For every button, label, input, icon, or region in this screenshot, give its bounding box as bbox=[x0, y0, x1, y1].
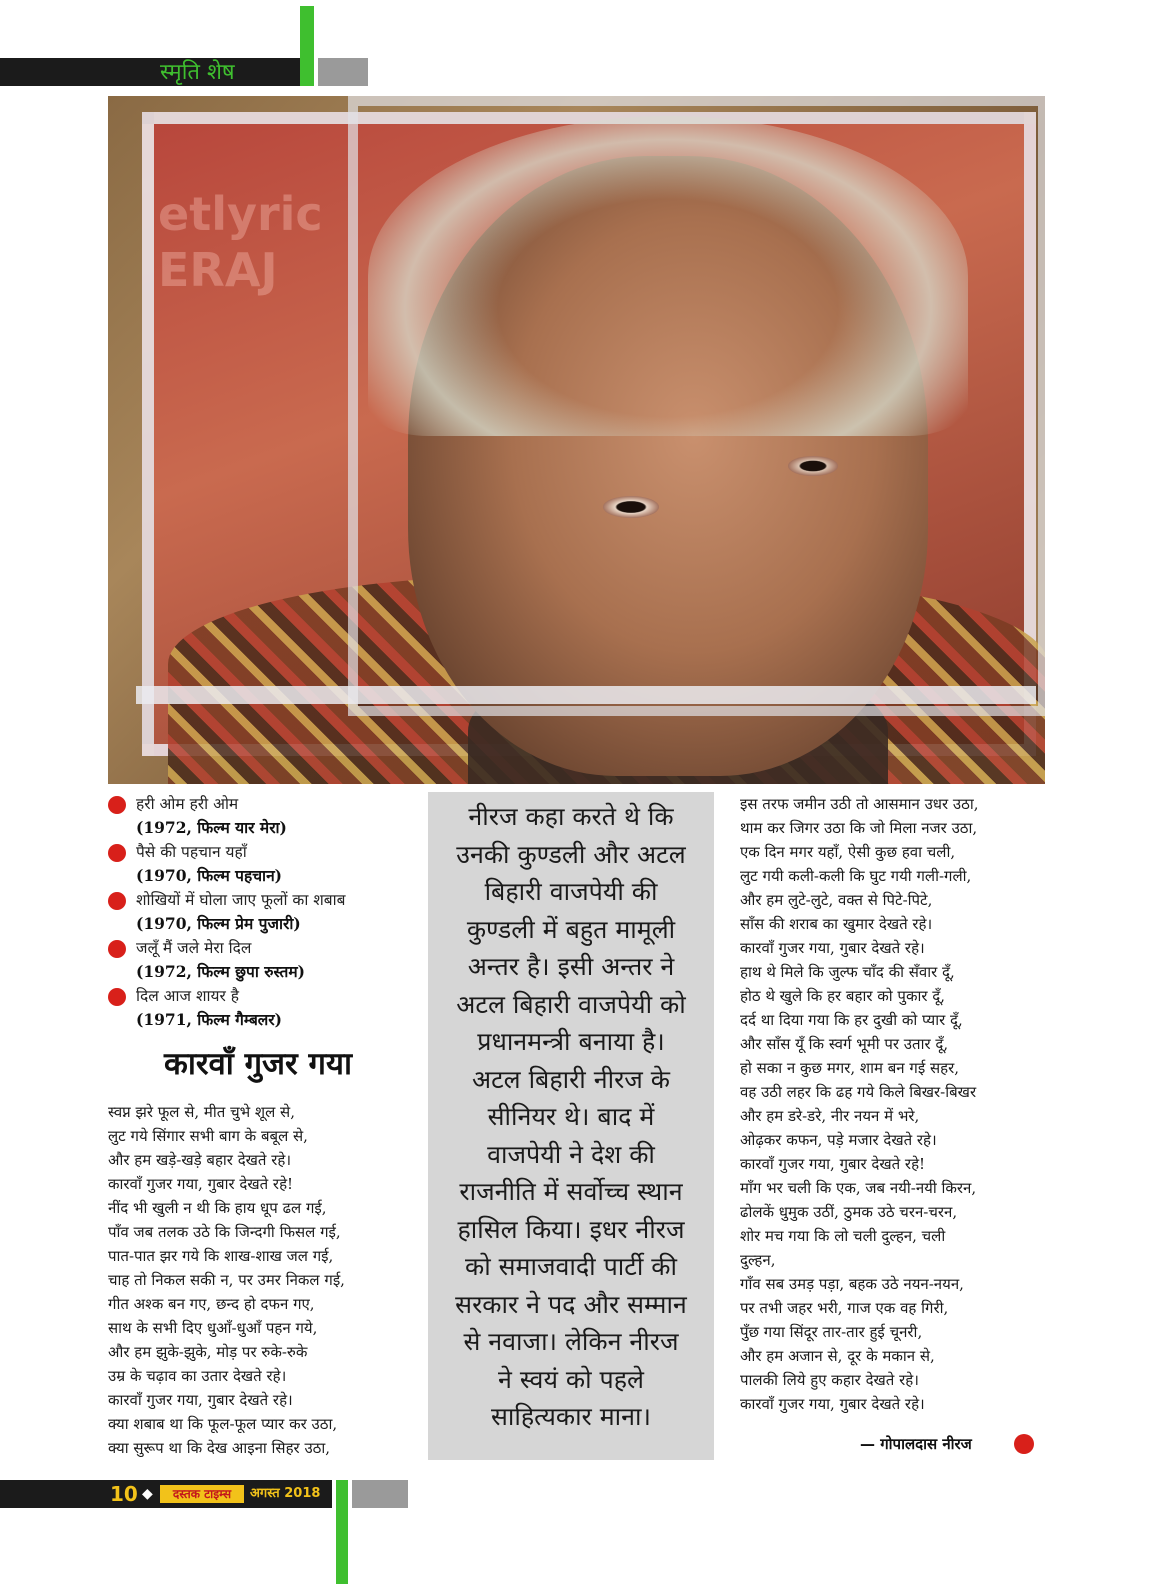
poem-line: और हम खड़े-खड़े बहार देखते रहे। bbox=[108, 1151, 292, 1169]
bullet-dot-icon bbox=[108, 988, 126, 1006]
poem-line: कारवाँ गुजर गया, गुबार देखते रहे। bbox=[740, 939, 925, 957]
poem-line: और हम झुके-झुके, मोड़ पर रुके-रुके bbox=[108, 1343, 308, 1361]
poem-line: गाँव सब उमड़ पड़ा, बहक उठे नयन-नयन, bbox=[740, 1275, 964, 1293]
bullet-dot-icon bbox=[108, 796, 126, 814]
song-title: जलूँ मैं जले मेरा दिल bbox=[136, 939, 252, 957]
song-title: शोखियों में घोला जाए फूलों का शबाब bbox=[136, 891, 346, 909]
quote-line: अन्तर है। इसी अन्तर ने bbox=[467, 952, 675, 981]
quote-line: वाजपेयी ने देश की bbox=[487, 1139, 655, 1169]
poem-line: पुँछ गया सिंदूर तार-तार हुई चूनरी, bbox=[740, 1323, 923, 1341]
poem-line: थाम कर जिगर उठा कि जो मिला नजर उठा, bbox=[740, 819, 978, 837]
poem-right-column bbox=[740, 792, 1040, 1416]
song-item bbox=[108, 792, 398, 840]
quote-line: अटल बिहारी नीरज के bbox=[471, 1064, 671, 1094]
song-item bbox=[108, 936, 398, 984]
author-dot-icon bbox=[1014, 1434, 1034, 1454]
poem-line: हाथ थे मिले कि जुल्फ चाँद की सँवार दूँ, bbox=[740, 963, 955, 981]
song-title: पैसे की पहचान यहाँ bbox=[136, 843, 247, 861]
photo-background-text bbox=[158, 186, 323, 298]
poem-line: ओढ़कर कफन, पड़े मजार देखते रहे। bbox=[740, 1131, 937, 1149]
poem-line: शोर मच गया कि लो चली दुल्हन, चली bbox=[740, 1227, 946, 1245]
quote-line: कुण्डली में बहुत मामूली bbox=[466, 914, 676, 944]
pull-quote-text bbox=[436, 798, 706, 1436]
quote-line: हासिल किया। इधर नीरज bbox=[457, 1214, 685, 1244]
footer-diamond-icon: ◆ bbox=[142, 1486, 153, 1502]
issue-date: अगस्त 2018 bbox=[250, 1486, 321, 1501]
footer-grey-block bbox=[352, 1480, 408, 1508]
quote-line: राजनीति में सर्वोच्च स्थान bbox=[459, 1177, 683, 1206]
quote-line: नीरज कहा करते थे कि bbox=[468, 802, 674, 831]
poem-line: उम्र के चढ़ाव का उतार देखते रहे। bbox=[108, 1367, 287, 1385]
poem-line: माँग भर चली कि एक, जब नयी-नयी किरन, bbox=[740, 1179, 977, 1197]
song-item bbox=[108, 840, 398, 888]
poem-title: कारवाँ गुजर गया bbox=[164, 1046, 352, 1082]
quote-line: को समाजवादी पार्टी की bbox=[465, 1252, 677, 1281]
poem-line: पात-पात झर गये कि शाख-शाख जल गई, bbox=[108, 1247, 334, 1265]
quote-line: साहित्यकार माना। bbox=[491, 1402, 651, 1431]
poem-line: और हम लुटे-लुटे, वक्त से पिटे-पिटे, bbox=[740, 891, 933, 909]
header-green-accent bbox=[300, 6, 314, 86]
header-grey-block bbox=[318, 58, 368, 86]
song-meta: (1970, फिल्म प्रेम पुजारी) bbox=[136, 914, 301, 933]
poet-portrait-photo bbox=[108, 96, 1045, 784]
section-label: स्मृति शेष bbox=[160, 60, 235, 85]
bullet-dot-icon bbox=[108, 892, 126, 910]
bullet-dot-icon bbox=[108, 940, 126, 958]
poem-line: चाह तो निकल सकी न, पर उमर निकल गई, bbox=[108, 1271, 345, 1289]
song-title: हरी ओम हरी ओम bbox=[136, 795, 239, 813]
poem-line: और हम अजान से, दूर के मकान से, bbox=[740, 1347, 935, 1365]
poem-line: क्या सुरूप था कि देख आइना सिहर उठा, bbox=[108, 1439, 331, 1457]
poem-line: वह उठी लहर कि ढह गये किले बिखर-बिखर bbox=[740, 1083, 977, 1101]
poem-line: और साँस यूँ कि स्वर्ग भूमी पर उतार दूँ, bbox=[740, 1035, 949, 1053]
footer-green-accent bbox=[336, 1480, 348, 1584]
poem-line: हो सका न कुछ मगर, शाम बन गई सहर, bbox=[740, 1059, 959, 1077]
quote-line: बिहारी वाजपेयी की bbox=[484, 877, 658, 906]
poem-line: दुल्हन, bbox=[740, 1251, 776, 1269]
poem-line: कारवाँ गुजर गया, गुबार देखते रहे! bbox=[740, 1155, 926, 1173]
quote-line: सरकार ने पद और सम्मान bbox=[455, 1289, 687, 1319]
song-title: दिल आज शायर है bbox=[136, 987, 239, 1005]
magazine-logo: दस्तक टाइम्स bbox=[160, 1485, 244, 1503]
poem-line: होठ थे खुले कि हर बहार को पुकार दूँ, bbox=[740, 987, 945, 1005]
header-bar bbox=[0, 58, 300, 86]
photo-bg-text-line-2: ERAJ bbox=[158, 243, 278, 297]
page-number: 10 bbox=[110, 1482, 138, 1506]
pull-quote-box bbox=[428, 792, 714, 1460]
quote-line: अटल बिहारी वाजपेयी को bbox=[456, 989, 686, 1019]
poem-line: कारवाँ गुजर गया, गुबार देखते रहे। bbox=[740, 1395, 925, 1413]
song-meta: (1972, फिल्म छुपा रुस्तम) bbox=[136, 962, 305, 981]
poem-line: एक दिन मगर यहाँ, ऐसी कुछ हवा चली, bbox=[740, 843, 956, 861]
poem-line: नींद भी खुली न थी कि हाय धूप ढल गई, bbox=[108, 1199, 327, 1217]
poem-line: क्या शबाब था कि फूल-फूल प्यार कर उठा, bbox=[108, 1415, 338, 1433]
photo-frame-bottom-edge bbox=[136, 686, 1036, 704]
poem-line: पालकी लिये हुए कहार देखते रहे। bbox=[740, 1371, 919, 1389]
poem-line: पाँव जब तलक उठे कि जिन्दगी फिसल गई, bbox=[108, 1223, 341, 1241]
song-meta: (1971, फिल्म गैम्बलर) bbox=[136, 1010, 282, 1029]
songs-list bbox=[108, 792, 398, 1032]
poem-line: साथ के सभी दिए धुआँ-धुआँ पहन गये, bbox=[108, 1319, 318, 1337]
photo-bg-text-line-1: etlyric bbox=[158, 187, 323, 241]
quote-line: सीनियर थे। बाद में bbox=[487, 1102, 655, 1131]
bullet-dot-icon bbox=[108, 844, 126, 862]
photo-frame-front bbox=[348, 96, 1045, 716]
poem-line: गीत अश्क बन गए, छन्द हो दफन गए, bbox=[108, 1295, 315, 1313]
poem-line: पर तभी जहर भरी, गाज एक वह गिरी, bbox=[740, 1299, 949, 1317]
poem-line: कारवाँ गुजर गया, गुबार देखते रहे! bbox=[108, 1175, 294, 1193]
poem-line: कारवाँ गुजर गया, गुबार देखते रहे। bbox=[108, 1391, 293, 1409]
song-item bbox=[108, 888, 398, 936]
poem-line: लुट गये सिंगार सभी बाग के बबूल से, bbox=[108, 1127, 308, 1145]
quote-line: प्रधानमन्त्री बनाया है। bbox=[477, 1027, 665, 1056]
poem-line: ढोलकें धुमुक उठीं, ठुमक उठे चरन-चरन, bbox=[740, 1203, 958, 1221]
poem-line: दर्द था दिया गया कि हर दुखी को प्यार दूँ, bbox=[740, 1011, 963, 1029]
poem-left-column bbox=[108, 1100, 408, 1460]
song-meta: (1970, फिल्म पहचान) bbox=[136, 866, 283, 885]
song-meta: (1972, फिल्म यार मेरा) bbox=[136, 818, 287, 837]
quote-line: से नवाजा। लेकिन नीरज bbox=[463, 1327, 679, 1356]
poem-line: साँस की शराब का खुमार देखते रहे। bbox=[740, 915, 933, 933]
quote-line: ने स्वयं को पहले bbox=[498, 1364, 644, 1394]
poem-line: स्वप्न झरे फूल से, मीत चुभे शूल से, bbox=[108, 1103, 295, 1121]
song-item bbox=[108, 984, 398, 1032]
poem-line: और हम डरे-डरे, नीर नयन में भरे, bbox=[740, 1107, 920, 1125]
poem-line: इस तरफ जमीन उठी तो आसमान उधर उठा, bbox=[740, 795, 979, 813]
poem-line: लुट गयी कली-कली कि घुट गयी गली-गली, bbox=[740, 867, 972, 885]
poem-author: — गोपालदास नीरज bbox=[860, 1435, 972, 1453]
quote-line: उनकी कुण्डली और अटल bbox=[456, 839, 686, 869]
